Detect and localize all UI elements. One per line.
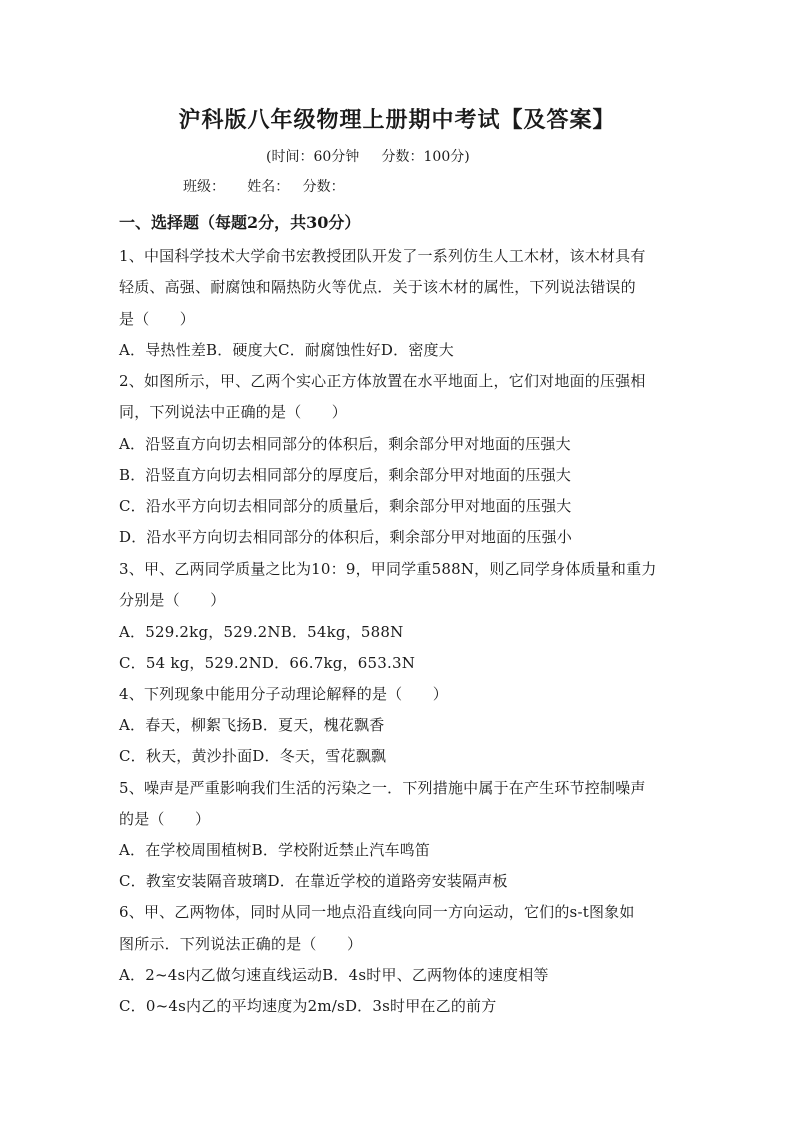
section-heading: 一、选择题（每题2分，共30分） xyxy=(119,213,361,232)
q5-options-line-1: A．在学校周围植树B．学校附近禁止汽车鸣笛 xyxy=(119,841,431,859)
q3-stem-line-1: 3、甲、乙两同学质量之比为10：9，甲同学重588N，则乙同学身体质量和重力 xyxy=(119,560,657,578)
q2-stem-line-1: 2、如图所示，甲、乙两个实心正方体放置在水平地面上，它们对地面的压强相 xyxy=(119,372,646,390)
q1-stem-line-3: 是（ ） xyxy=(119,310,196,328)
q5-stem-line-1: 5、噪声是严重影响我们生活的污染之一．下列措施中属于在产生环节控制噪声 xyxy=(119,779,646,797)
q3-stem-line-2: 分别是（ ） xyxy=(119,591,226,609)
student-info-line: 班级： 姓名： 分数： xyxy=(183,179,345,195)
page-title: 沪科版八年级物理上册期中考试【及答案】 xyxy=(178,107,616,133)
q6-stem-line-2: 图所示．下列说法正确的是（ ） xyxy=(119,935,363,953)
q2-stem-line-2: 同，下列说法中正确的是（ ） xyxy=(119,403,348,421)
exam-time-score: (时间：60分钟 分数：100分) xyxy=(266,149,470,165)
q2-option-a: A．沿竖直方向切去相同部分的体积后，剩余部分甲对地面的压强大 xyxy=(119,435,571,453)
q6-stem-line-1: 6、甲、乙两物体，同时从同一地点沿直线向同一方向运动，它们的s-t图象如 xyxy=(119,903,635,921)
q4-stem-line-1: 4、下列现象中能用分子动理论解释的是（ ） xyxy=(119,685,448,703)
q2-option-c: C．沿水平方向切去相同部分的质量后，剩余部分甲对地面的压强大 xyxy=(119,497,572,515)
q6-options-line-1: A．2~4s内乙做匀速直线运动B．4s时甲、乙两物体的速度相等 xyxy=(119,966,549,984)
q2-option-b: B．沿竖直方向切去相同部分的厚度后，剩余部分甲对地面的压强大 xyxy=(119,466,572,484)
q3-options-line-2: C．54 kg，529.2ND．66.7kg，653.3N xyxy=(119,654,416,672)
q1-options-line-1: A．导热性差B．硬度大C．耐腐蚀性好D．密度大 xyxy=(119,341,454,359)
q4-options-line-1: A．春天，柳絮飞扬B．夏天，槐花飘香 xyxy=(119,716,385,734)
q1-stem-line-2: 轻质、高强、耐腐蚀和隔热防火等优点．关于该木材的属性，下列说法错误的 xyxy=(119,278,636,296)
q3-options-line-1: A．529.2kg，529.2NB．54kg，588N xyxy=(119,623,404,641)
q5-options-line-2: C．教室安装隔音玻璃D．在靠近学校的道路旁安装隔声板 xyxy=(119,872,508,890)
q5-stem-line-2: 的是（ ） xyxy=(119,810,211,828)
q2-option-d: D．沿水平方向切去相同部分的体积后，剩余部分甲对地面的压强小 xyxy=(119,528,573,546)
q6-options-line-2: C．0~4s内乙的平均速度为2m/sD．3s时甲在乙的前方 xyxy=(119,997,497,1015)
q4-options-line-2: C．秋天，黄沙扑面D．冬天，雪花飘飘 xyxy=(119,747,387,765)
q1-stem-line-1: 1、中国科学技术大学俞书宏教授团队开发了一系列仿生人工木材，该木材具有 xyxy=(119,247,646,265)
